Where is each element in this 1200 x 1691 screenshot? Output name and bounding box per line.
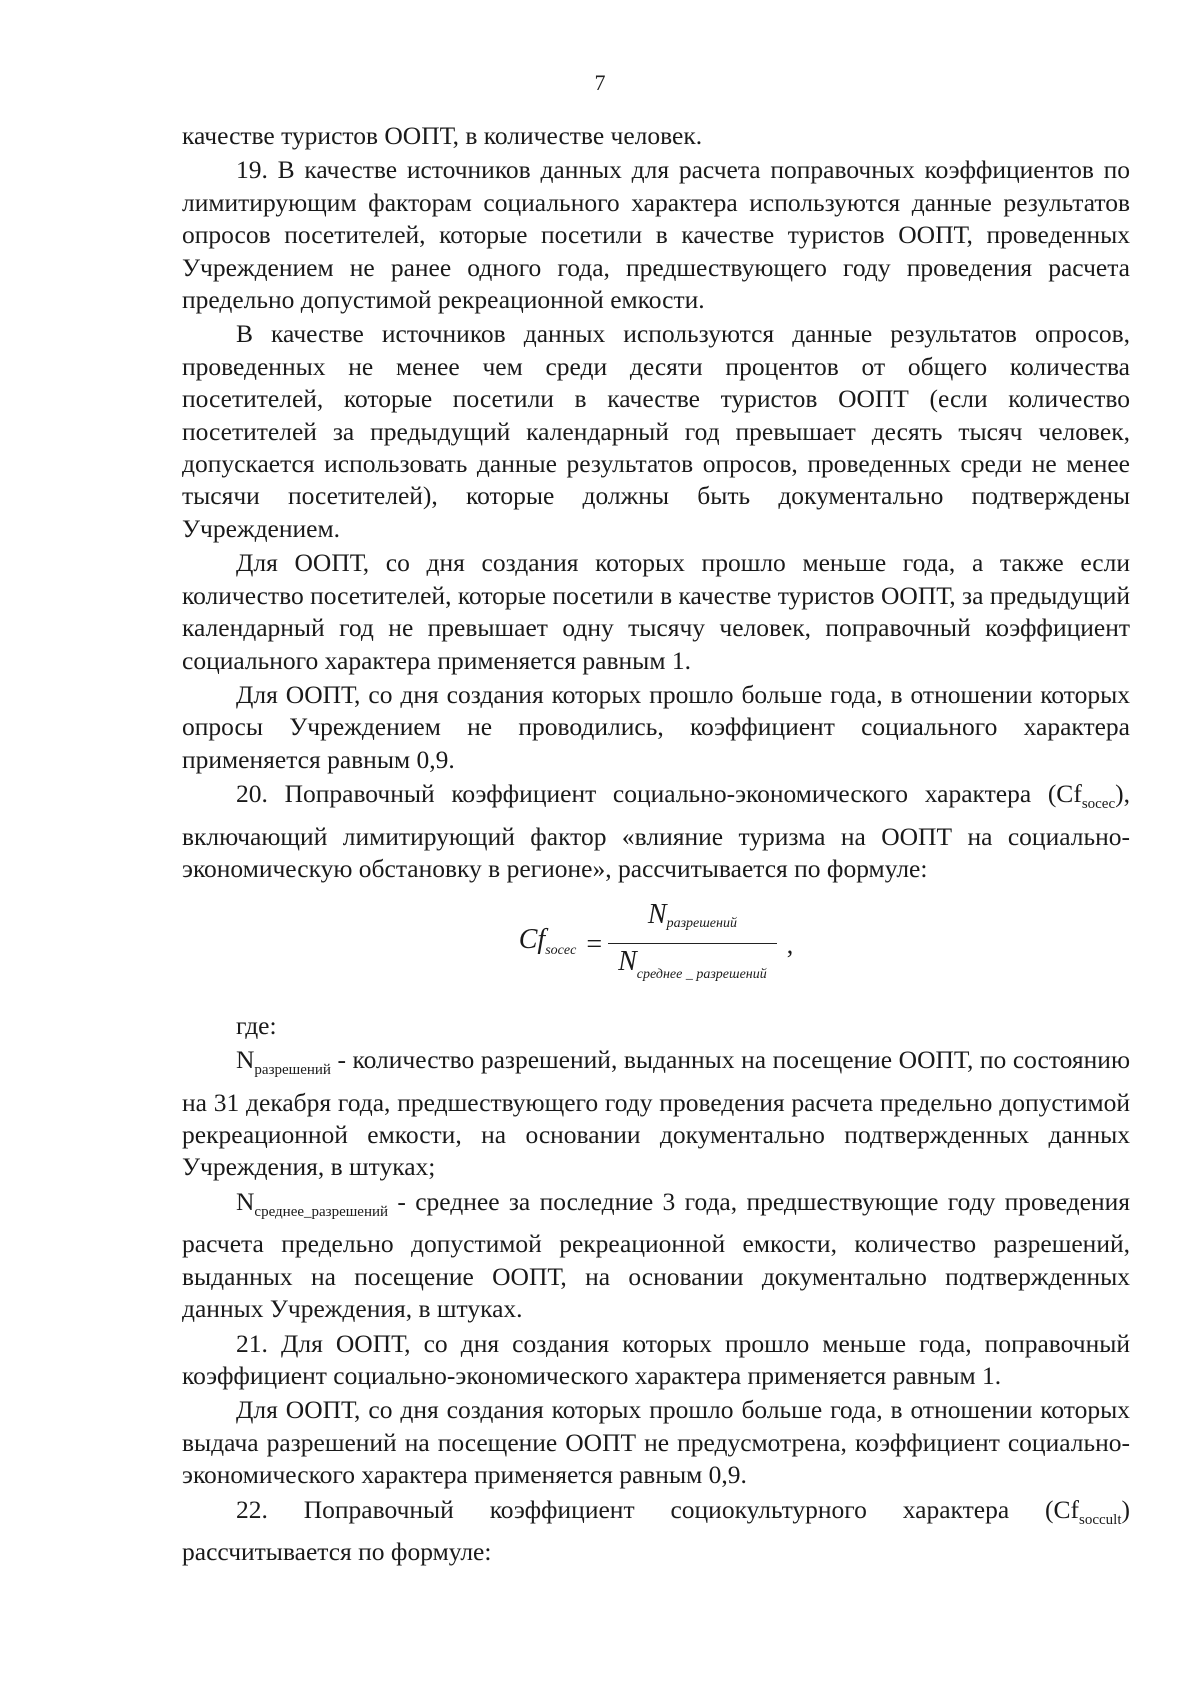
formula-comma: , [786, 930, 794, 960]
formula-denominator: $N_{среднее \_ разрешений}$ [618, 946, 767, 983]
formula-equals: = [586, 929, 603, 961]
definition-n-permits: $N_{разрешений}$ - количество разрешений, выданных на посещение ООПТ, по состоянию на 31 декабря года, предшествующего году проведения расчета предельно допустимой рекреационной емкости, на основании документально подтвержденных данных Учреждения, в штуках; [182, 1045, 1130, 1182]
paragraph-21: 21. Для ООПТ, со дня создания которых прошло меньше года, поправочный коэффициент социально-экономического характера применяется равным 1. [182, 1328, 1130, 1390]
paragraph-new-oopt: Для ООПТ, со дня создания которых прошло меньше года, а также если количество посетителей, которые посетили в качестве туристов ООПТ, за предыдущий календарный год не превышает одну тысячу человек, поправочный коэффициент социального характера применяется равным 1. [182, 548, 1130, 675]
paragraph-continuation: качестве туристов ООПТ, в количестве человек. [182, 121, 703, 150]
formula-numerator: $N_{разрешений}$ [647, 899, 737, 932]
paragraph-no-surveys: Для ООПТ, со дня создания которых прошло больше года, в отношении которых опросы Учреждением не проводились, коэффициент социального характера применяется равным 0,9. [182, 679, 1130, 774]
where-label: где: [236, 1010, 277, 1040]
definition-n-average-permits: $N_{среднее\_разрешений}$ - среднее за последние 3 года, предшествующие году проведения расчета предельно допустимой рекреационной емкости, количество разрешений, выданных на посещение ООПТ, на основании документально подтвержденных данных Учреждения, в штуках. [182, 1186, 1130, 1324]
paragraph-data-sources: В качестве источников данных используются данные результатов опросов, проведенных не менее чем среди десяти процентов от общего количества посетителей, которые посетили в качестве туристов ООПТ (если количество посетителей за предыдущий календарный год превышает десять тысяч человек, допускается использовать данные результатов опросов, проведенных среди не менее тысячи посетителей), которые должны быть документально подтверждены Учреждением. [182, 319, 1130, 543]
paragraph-19: 19. В качестве источников данных для расчета поправочных коэффициентов по лимитирующим факторам социального характера используются данные результатов опросов посетителей, которые посетили в качестве туристов ООПТ, проведенных Учреждением не ранее одного года, предшествующего году проведения расчета предельно допустимой рекреационной емкости. [182, 155, 1130, 315]
formula-lhs: $Cf_{socec}$ [518, 923, 577, 958]
paragraph-no-permits: Для ООПТ, со дня создания которых прошло больше года, в отношении которых выдача разрешений на посещение ООПТ не предусмотрена, коэффициент социально-экономического характера применяется равным 0,9. [182, 1395, 1130, 1490]
formula-cf-socec [182, 899, 1130, 991]
formula-fraction [608, 899, 777, 991]
paragraph-22: 22. Поправочный коэффициент социокультурного характера $(Cf_{soccult})$ рассчитывается по формуле: [182, 1494, 1130, 1567]
paragraph-20: 20. Поправочный коэффициент социально-экономического характера $(Cf_{socec})$, включающий лимитирующий фактор «влияние туризма на ООПТ на социально-экономическую обстановку в регионе», рассчитывается по формуле: [182, 779, 1130, 884]
document-body [182, 120, 1130, 1569]
page-number: 7 [594, 70, 606, 95]
